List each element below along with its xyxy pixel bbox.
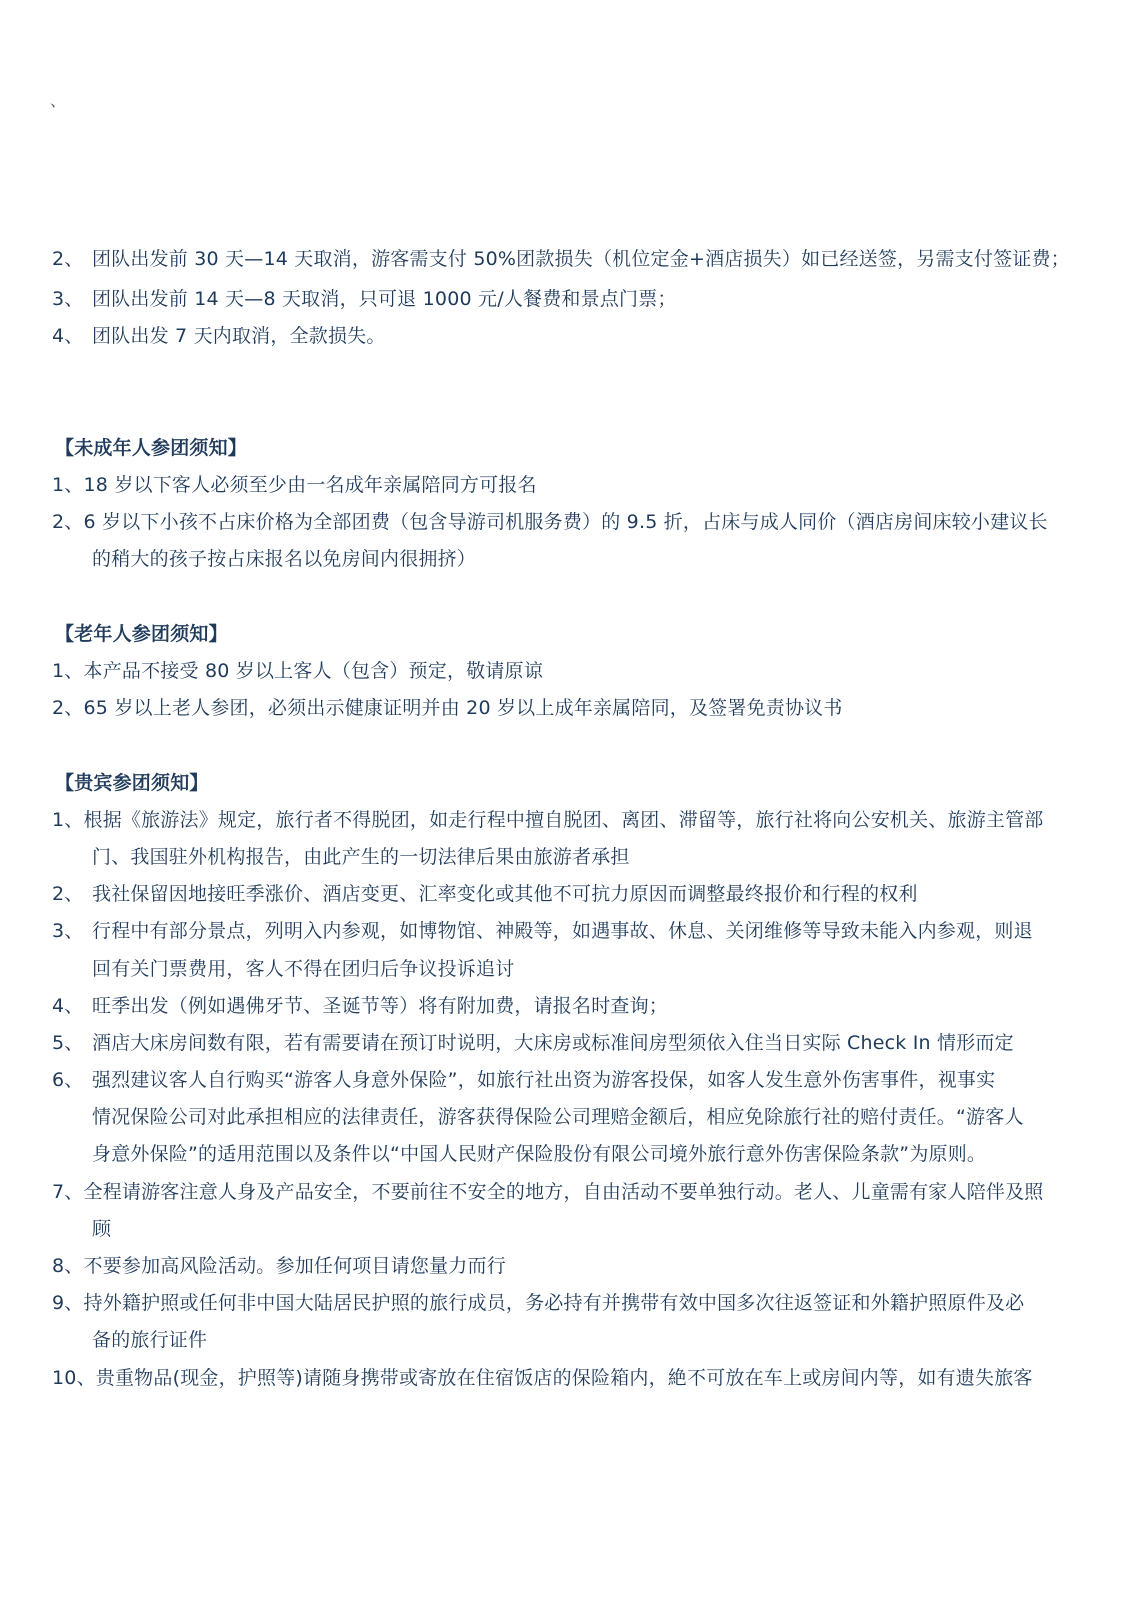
senior-item-2 [52, 695, 843, 721]
guest-item-10 [52, 1365, 1033, 1391]
item-text: 旺季出发（例如遇佛牙节、圣诞节等）将有附加费，请报名时查询； [92, 995, 669, 1017]
item-text: 18 岁以下客人必须至少由一名成年亲属陪同方可报名 [83, 474, 537, 496]
section-heading-senior: 【老年人参团须知】 [55, 623, 228, 645]
item-number: 2、 [52, 883, 84, 905]
guest-item-2 [52, 881, 918, 907]
item-number: 5、 [52, 1032, 84, 1054]
item-number: 7、 [52, 1181, 84, 1203]
stray-mark: 、 [50, 91, 67, 110]
item-number: 8、 [52, 1255, 84, 1277]
guest-item-4 [52, 993, 668, 1019]
item-number: 6、 [52, 1069, 84, 1091]
item-text: 持外籍护照或任何非中国大陆居民护照的旅行成员，务必持有并携带有效中国多次往返签证和外籍护照原件及必 [83, 1292, 1025, 1314]
item-text: 行程中有部分景点，列明入内参观，如博物馆、神殿等，如遇事故、休息、关闭维修等导致未能入内参观，则退 [92, 920, 1033, 942]
item-number: 9、 [52, 1292, 84, 1314]
item-number: 2、 [52, 511, 84, 533]
item-text: 贵重物品(现金，护照等)请随身携带或寄放在住宿饭店的保险箱内，絶不可放在车上或房间内等，如有遗失旅客 [95, 1367, 1033, 1389]
item-text: 团队出发前 14 天—8 天取消，只可退 1000 元/人餐费和景点门票； [92, 288, 677, 310]
item-number: 10、 [52, 1367, 96, 1389]
senior-item-1 [52, 658, 543, 684]
guest-item-1 [52, 807, 1044, 833]
item-text: 不要参加高风险活动。参加任何项目请您量力而行 [83, 1255, 506, 1277]
guest-item-8 [52, 1253, 506, 1279]
guest-item-9-continuation: 备的旅行证件 [92, 1329, 208, 1351]
item-text: 团队出发前 30 天—14 天取消，游客需支付 50%团款损失（机位定金+酒店损失）如已经送签，另需支付签证费； [92, 248, 1070, 270]
item-text: 6 岁以下小孩不占床价格为全部团费（包含导游司机服务费）的 9.5 折，占床与成人同价（酒店房间床较小建议长 [83, 511, 1048, 533]
minor-item-2 [52, 509, 1048, 535]
cancel-item-2 [52, 246, 1070, 272]
item-number: 4、 [52, 995, 84, 1017]
guest-item-3-continuation: 回有关门票费用，客人不得在团归后争议投诉追讨 [92, 958, 515, 980]
guest-item-6 [52, 1067, 995, 1093]
item-text: 本产品不接受 80 岁以上客人（包含）预定，敬请原谅 [83, 660, 543, 682]
guest-item-7-continuation: 顾 [92, 1218, 112, 1240]
guest-item-9 [52, 1290, 1024, 1316]
guest-item-6-continuation: 情况保险公司对此承担相应的法律责任，游客获得保险公司理赔金额后，相应免除旅行社的赔付责任。“游客人 [92, 1106, 1024, 1128]
minor-item-1 [52, 472, 537, 498]
item-text: 全程请游客注意人身及产品安全，不要前往不安全的地方，自由活动不要单独行动。老人、儿童需有家人陪伴及照 [83, 1181, 1044, 1203]
item-number: 2、 [52, 248, 84, 270]
guest-item-1-continuation: 门、我国驻外机构报告，由此产生的一切法律后果由旅游者承担 [92, 846, 630, 868]
cancel-item-4 [52, 323, 386, 349]
item-number: 1、 [52, 474, 84, 496]
minor-item-2-continuation: 的稍大的孩子按占床报名以免房间内很拥挤） [92, 548, 477, 570]
item-number: 3、 [52, 920, 84, 942]
item-text: 我社保留因地接旺季涨价、酒店变更、汇率变化或其他不可抗力原因而调整最终报价和行程的权利 [92, 883, 918, 905]
item-text: 根据《旅游法》规定，旅行者不得脱团，如走行程中擅自脱团、离团、滞留等，旅行社将向公安机关、旅游主管部 [83, 809, 1044, 831]
item-number: 1、 [52, 660, 84, 682]
item-number: 4、 [52, 325, 84, 347]
section-heading-guest: 【贵宾参团须知】 [55, 772, 209, 794]
cancel-item-3 [52, 286, 677, 312]
guest-item-5 [52, 1030, 1014, 1056]
guest-item-7 [52, 1179, 1044, 1205]
item-number: 3、 [52, 288, 84, 310]
guest-item-3 [52, 918, 1033, 944]
item-text: 酒店大床房间数有限，若有需要请在预订时说明，大床房或标准间房型须依入住当日实际 Check In 情形而定 [92, 1032, 1014, 1054]
guest-item-6-continuation-2: 身意外保险”的适用范围以及条件以“中国人民财产保险股份有限公司境外旅行意外伤害保险条款”为原则。 [92, 1143, 987, 1165]
item-text: 强烈建议客人自行购买“游客人身意外保险”，如旅行社出资为游客投保，如客人发生意外伤害事件，视事实 [92, 1069, 996, 1091]
section-heading-minor: 【未成年人参团须知】 [55, 437, 248, 459]
item-text: 65 岁以上老人参团，必须出示健康证明并由 20 岁以上成年亲属陪同，及签署免责协议书 [83, 697, 843, 719]
item-number: 1、 [52, 809, 84, 831]
item-text: 团队出发 7 天内取消，全款损失。 [92, 325, 386, 347]
item-number: 2、 [52, 697, 84, 719]
